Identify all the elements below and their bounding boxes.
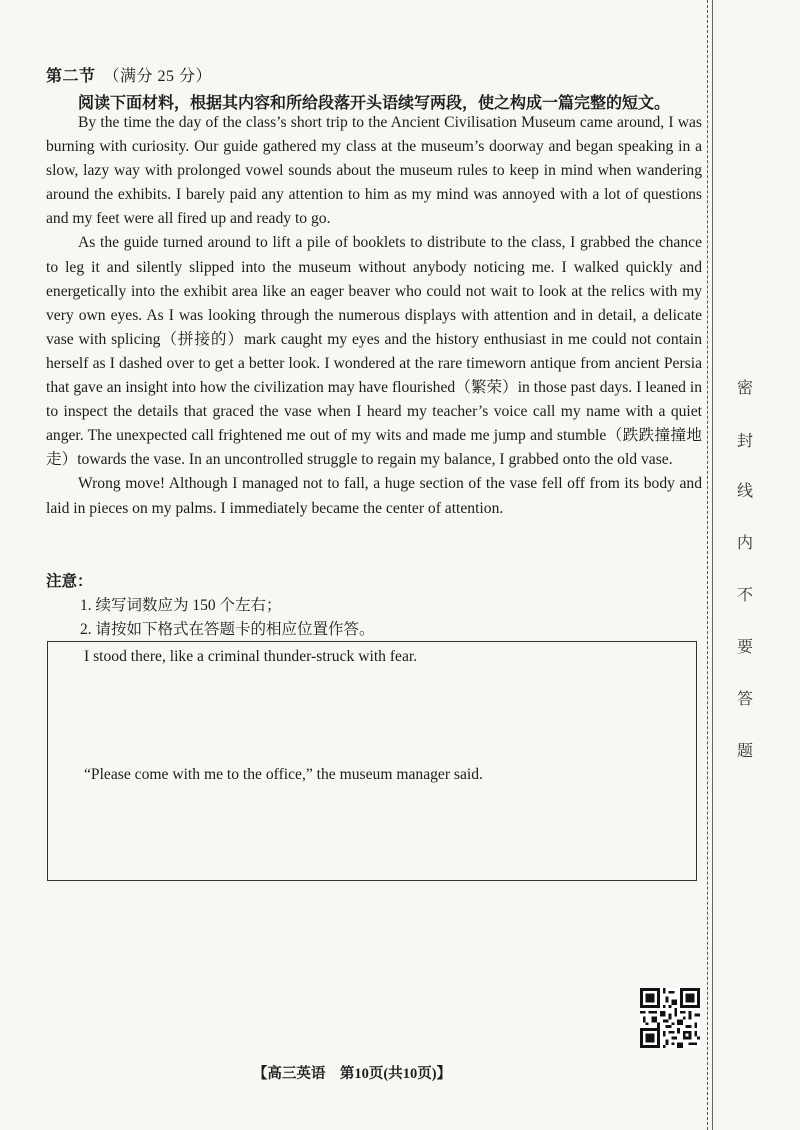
notes-section [46, 570, 375, 642]
section-title [46, 63, 212, 86]
answer-box[interactable] [47, 641, 697, 881]
seal-char: 密 [736, 378, 753, 397]
seal-char: 不 [736, 585, 753, 604]
qr-code [640, 988, 700, 1048]
passage-paragraph: By the time the day of the class’s short trip to the Ancient Civilisation Museum came around, I was burning with curiosity. Our guide gathered my class at the museum’s doorway and began speaking in a slow, lazy way with prolonged vowel sounds about the museum rules to keep in mind when wandering around the exhibits. I barely paid any attention to him as my mind was annoyed with a lot of questions and my feet were all fired up and ready to go. [46, 114, 702, 228]
seal-char: 线 [736, 481, 753, 500]
seal-char: 要 [736, 637, 753, 656]
seal-line-solid [712, 0, 713, 1130]
reading-passage [46, 111, 702, 521]
paragraph-starter-1: I stood there, like a criminal thunder-struck with fear. [84, 648, 418, 665]
section-score: （满分 25 分） [103, 68, 213, 85]
seal-char: 题 [736, 741, 753, 760]
note-item: 2. 请按如下格式在答题卡的相应位置作答。 [80, 621, 375, 638]
seal-char: 封 [736, 431, 753, 450]
paragraph-starter-2: “Please come with me to the office,” the museum manager said. [84, 766, 483, 783]
notes-title: 注意： [46, 573, 93, 590]
section-title-text: 第二节 [46, 68, 96, 85]
instruction-text: 阅读下面材料，根据其内容和所给段落开头语续写两段，使之构成一篇完整的短文。 [78, 95, 671, 112]
seal-char: 内 [736, 533, 753, 552]
seal-char: 答 [736, 689, 753, 708]
page-footer: 【高三英语 第10页(共10页)】 [252, 1066, 452, 1082]
seal-line-dashed [707, 0, 708, 1130]
passage-paragraph: Wrong move! Although I managed not to fall, a huge section of the vase fell off from its body and laid in pieces on my palms. I immediately became the center of attention. [46, 475, 702, 517]
passage-paragraph: As the guide turned around to lift a pile of booklets to distribute to the class, I grabbed the chance to leg it and silently slipped into the museum without anybody noticing me. I walked quickly and energetically into the exhibit area like an eager beaver who could not wait to look at the relics with my very own eyes. As I was looking through the numerous displays with attention and in detail, a delicate vase with splicing（拼接的）mark caught my eyes and the history enthusiast in me could not contain herself as I dashed over to get a better look. I wondered at the rare timeworn antique from ancient Persia that gave an insight into how the civilization may have flourished（繁荣）in those past days. I leaned in to inspect the details that graced the vase when I heard my teacher’s voice call my name with a quiet anger. The unexpected call frightened me out of my wits and made me jump and stumble（跌跌撞撞地走）towards the vase. In an uncontrolled struggle to regain my balance, I grabbed onto the old vase. [46, 234, 702, 469]
note-item: 1. 续写词数应为 150 个左右； [80, 597, 282, 614]
